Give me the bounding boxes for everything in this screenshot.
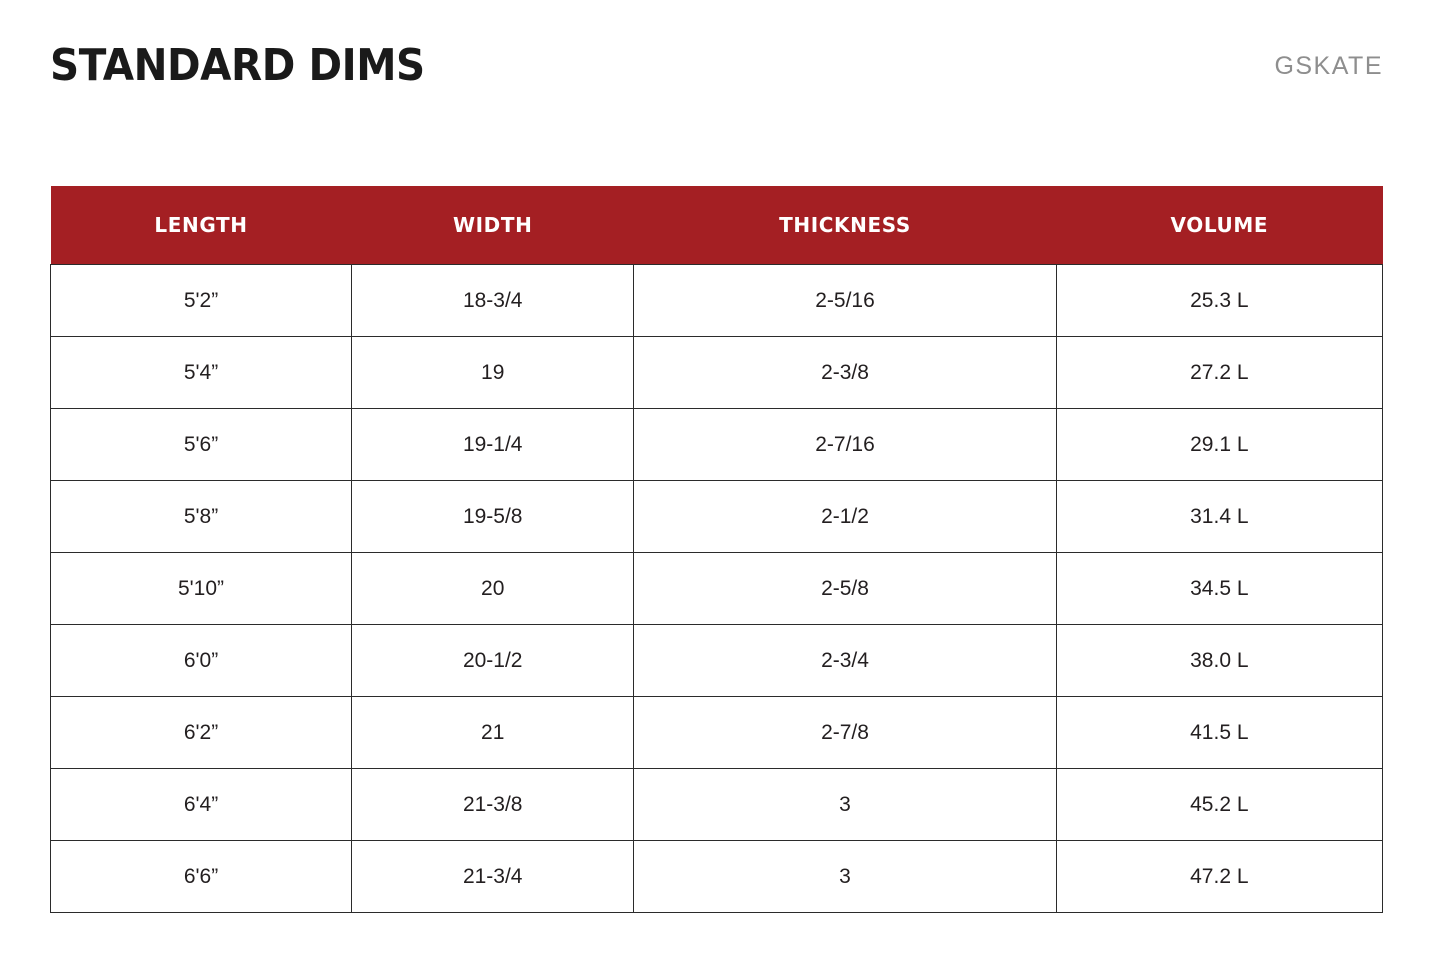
cell-thickness: 2-5/16 — [634, 265, 1056, 337]
cell-thickness: 2-7/16 — [634, 409, 1056, 481]
cell-volume: 27.2 L — [1056, 337, 1382, 409]
table-row — [51, 841, 1383, 913]
cell-length: 6'4” — [51, 769, 352, 841]
cell-thickness: 2-3/4 — [634, 625, 1056, 697]
table-row — [51, 769, 1383, 841]
dimensions-table-wrapper — [50, 186, 1383, 913]
table-row — [51, 625, 1383, 697]
cell-volume: 34.5 L — [1056, 553, 1382, 625]
cell-volume: 25.3 L — [1056, 265, 1382, 337]
cell-length: 5'6” — [51, 409, 352, 481]
column-header-width: WIDTH — [352, 186, 634, 265]
page-header — [50, 36, 1383, 96]
cell-width: 21-3/8 — [352, 769, 634, 841]
cell-length: 6'0” — [51, 625, 352, 697]
cell-volume: 29.1 L — [1056, 409, 1382, 481]
column-header-length: LENGTH — [51, 186, 352, 265]
cell-thickness: 2-7/8 — [634, 697, 1056, 769]
cell-width: 19 — [352, 337, 634, 409]
cell-thickness: 2-1/2 — [634, 481, 1056, 553]
cell-length: 6'6” — [51, 841, 352, 913]
brand-label: GSKATE — [1274, 51, 1383, 80]
cell-width: 19-5/8 — [352, 481, 634, 553]
cell-length: 5'4” — [51, 337, 352, 409]
cell-width: 19-1/4 — [352, 409, 634, 481]
column-header-thickness: THICKNESS — [634, 186, 1056, 265]
cell-volume: 31.4 L — [1056, 481, 1382, 553]
cell-width: 18-3/4 — [352, 265, 634, 337]
cell-thickness: 3 — [634, 841, 1056, 913]
table-body — [51, 265, 1383, 913]
cell-width: 21-3/4 — [352, 841, 634, 913]
cell-thickness: 2-5/8 — [634, 553, 1056, 625]
page-title: STANDARD DIMS — [50, 40, 425, 91]
table-row — [51, 553, 1383, 625]
column-header-volume: VOLUME — [1056, 186, 1382, 265]
cell-volume: 41.5 L — [1056, 697, 1382, 769]
table-row — [51, 697, 1383, 769]
table-header — [51, 186, 1383, 265]
cell-length: 5'10” — [51, 553, 352, 625]
dimensions-table — [50, 186, 1383, 913]
table-row — [51, 481, 1383, 553]
cell-length: 6'2” — [51, 697, 352, 769]
table-row — [51, 337, 1383, 409]
cell-width: 21 — [352, 697, 634, 769]
table-row — [51, 409, 1383, 481]
cell-thickness: 2-3/8 — [634, 337, 1056, 409]
table-row — [51, 265, 1383, 337]
cell-length: 5'8” — [51, 481, 352, 553]
cell-thickness: 3 — [634, 769, 1056, 841]
cell-volume: 38.0 L — [1056, 625, 1382, 697]
cell-volume: 45.2 L — [1056, 769, 1382, 841]
table-header-row — [51, 186, 1383, 265]
cell-width: 20-1/2 — [352, 625, 634, 697]
cell-length: 5'2” — [51, 265, 352, 337]
cell-volume: 47.2 L — [1056, 841, 1382, 913]
cell-width: 20 — [352, 553, 634, 625]
